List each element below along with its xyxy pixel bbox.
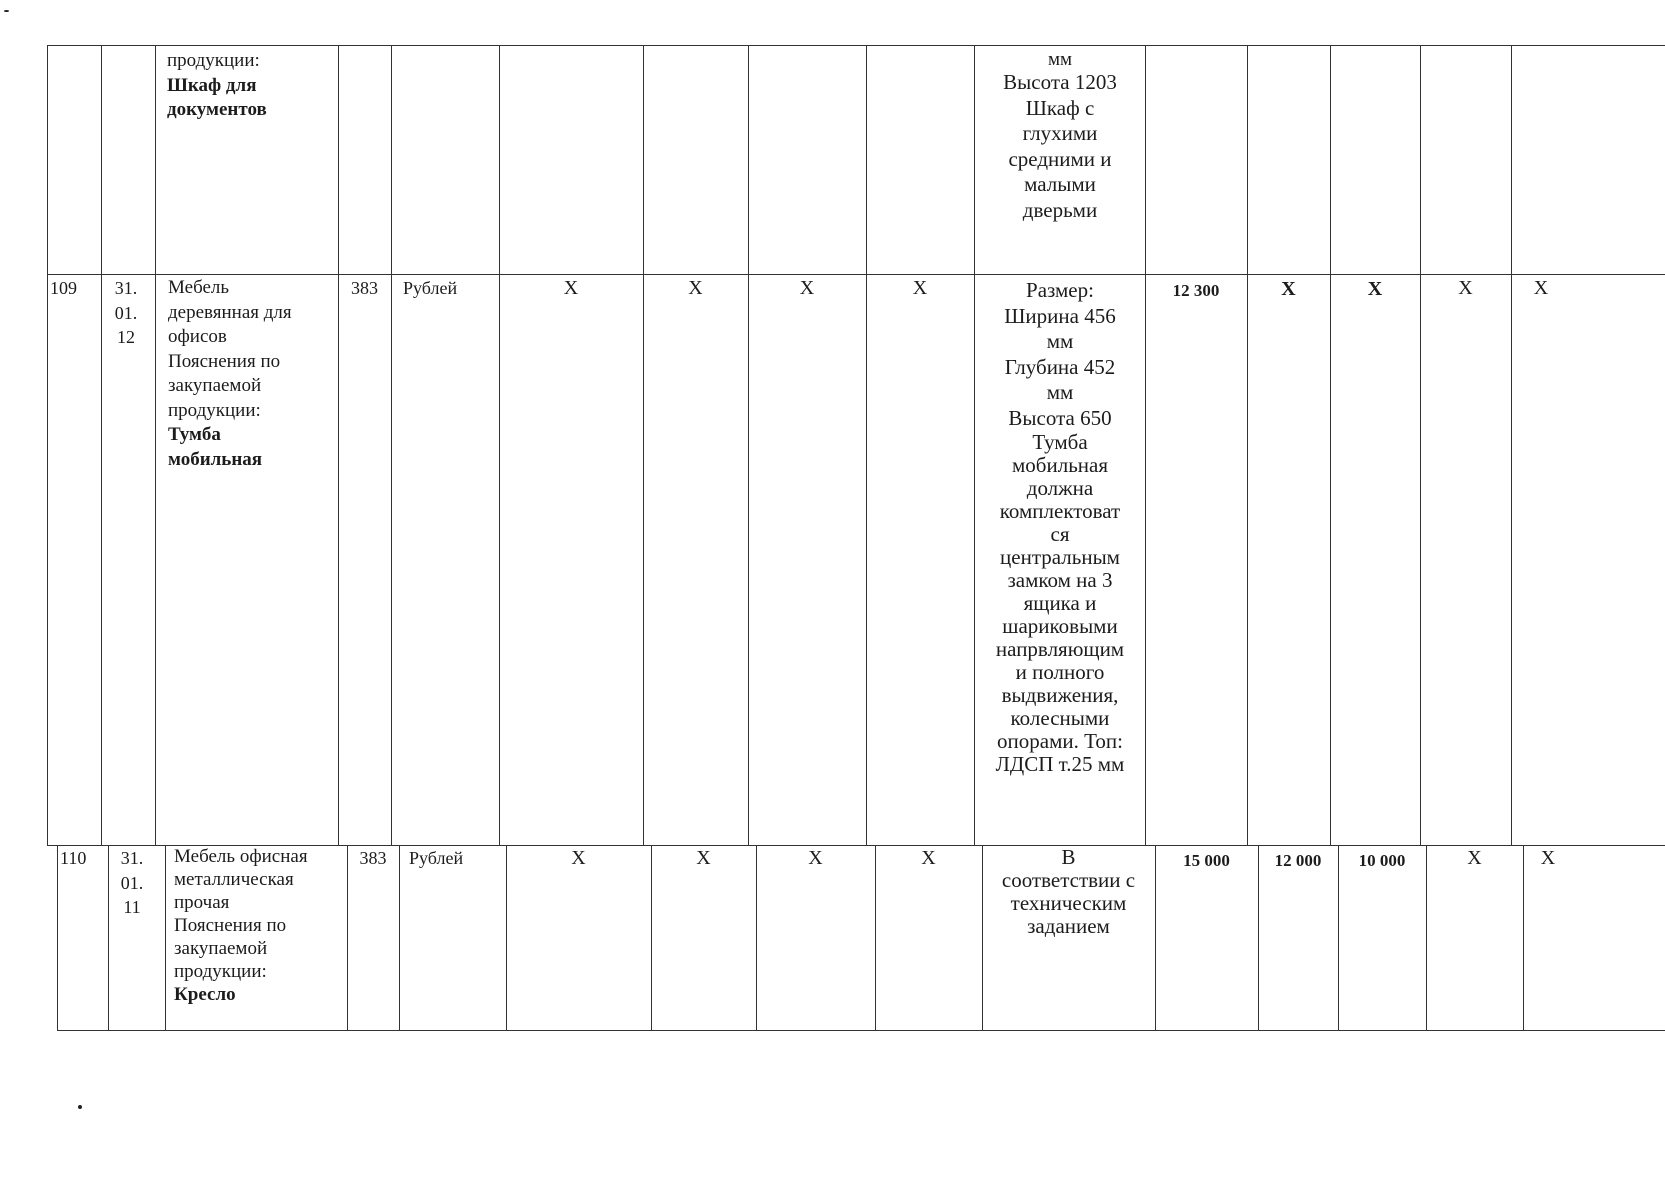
okpd-code-part: 12 [117, 327, 135, 347]
okpd-code-part: 11 [123, 897, 141, 917]
spec-cell [975, 50, 1145, 223]
spec-line: ЛДСП т.25 мм [995, 752, 1125, 776]
spec-line: В [1061, 845, 1076, 869]
table-top-border [47, 45, 1665, 46]
spec-line: должна [1026, 476, 1094, 500]
price-value: 12 000 [1274, 851, 1322, 870]
description-line: Мебель офисная [174, 846, 308, 867]
spec-line: Высота 650 [1008, 405, 1112, 430]
spec-line: мобильная [1012, 453, 1108, 477]
x-mark: X [799, 277, 815, 299]
product-name-line: Шкаф для [167, 74, 257, 96]
table-bottom-border [57, 1030, 1665, 1031]
description-line: Пояснения по [174, 915, 287, 936]
col-line [338, 45, 339, 845]
x-mark: X [688, 277, 703, 299]
spec-line: опорами. Топ: [997, 729, 1123, 753]
col-line [108, 845, 109, 1031]
product-name-line: Тумба [168, 424, 221, 445]
okpd-code-part: 31. [114, 278, 138, 298]
x-mark: X [563, 277, 579, 299]
row-number: 109 [50, 278, 77, 298]
col-line [391, 45, 392, 845]
description-cell [167, 49, 337, 123]
col-line [1523, 845, 1524, 1031]
description-line: Мебель [168, 277, 230, 298]
okpd-code-cell [104, 276, 148, 350]
x-mark: X [1367, 278, 1383, 300]
col-line [155, 45, 156, 845]
col-line [101, 45, 102, 845]
spec-line: глухими [1022, 121, 1098, 145]
spec-cell [975, 278, 1145, 776]
x-mark: X [912, 277, 928, 299]
spec-line: Ширина 456 [1004, 303, 1116, 328]
description-line: Пояснения по [168, 350, 281, 372]
description-line: закупаемой [168, 375, 262, 396]
col-line [756, 845, 757, 1031]
x-mark: X [1533, 277, 1549, 299]
okei-code: 383 [351, 278, 378, 298]
spec-line: комплектоват [999, 499, 1121, 523]
description-line: продукции: [168, 399, 261, 421]
product-name-line: мобильная [168, 448, 263, 470]
okpd-code-part: 01. [114, 302, 138, 323]
col-line [57, 845, 58, 1031]
spec-line: Шкаф с [1025, 95, 1095, 120]
description-line: продукции: [167, 50, 260, 71]
okei-code: 383 [359, 848, 387, 868]
spec-line: колесными [1010, 706, 1110, 730]
col-line [875, 845, 876, 1031]
description-line: офисов [168, 326, 227, 347]
x-mark: X [921, 847, 936, 869]
col-line [651, 845, 652, 1031]
spec-line: центральным [1000, 545, 1120, 569]
spec-line: напрвляющим [995, 637, 1125, 661]
okpd-code-cell [110, 846, 154, 920]
col-line [748, 45, 749, 845]
x-mark: X [696, 847, 711, 869]
product-name-line: документов [167, 99, 267, 120]
spec-line: замком на 3 [1007, 568, 1113, 592]
spec-line: заданием [1027, 914, 1110, 938]
x-mark: X [1540, 847, 1556, 869]
spec-line: дверьми [1022, 197, 1098, 222]
spec-line: мм [1046, 329, 1074, 353]
spec-cell [982, 846, 1155, 938]
spec-line: ящика и [1023, 591, 1097, 615]
description-line: закупаемой [174, 938, 268, 959]
x-mark: X [1467, 847, 1482, 869]
spec-line: мм [1046, 380, 1074, 404]
col-line [643, 45, 644, 845]
x-mark: X [571, 847, 586, 869]
x-mark: X [808, 847, 823, 869]
row-number: 110 [60, 848, 87, 868]
col-line [165, 845, 166, 1031]
unit-name: Рублей [403, 278, 458, 298]
description-cell [174, 845, 346, 1006]
spec-line: техническим [1010, 891, 1127, 915]
spec-line: Высота 1203 [1003, 70, 1117, 94]
product-name-line: Кресло [174, 984, 236, 1005]
col-line [1511, 45, 1512, 845]
col-line [506, 845, 507, 1031]
spec-line: Глубина 452 [1004, 354, 1116, 379]
price-value: 12 300 [1172, 281, 1220, 300]
description-line: металлическая [174, 869, 294, 890]
col-line [47, 45, 48, 845]
description-line: деревянная для [168, 301, 292, 323]
spec-line: ся [1050, 522, 1070, 546]
description-cell [168, 276, 336, 472]
spec-line: и полного [1015, 660, 1105, 684]
spec-line: средними и [1008, 146, 1112, 171]
spec-line: соответствии с [1001, 868, 1136, 892]
scan-speck [4, 10, 9, 12]
okpd-code-part: 01. [120, 872, 144, 893]
price-value: 15 000 [1183, 851, 1230, 870]
col-line [1330, 45, 1331, 845]
description-line: прочая [174, 892, 230, 913]
description-line: продукции: [174, 961, 267, 982]
col-line [499, 45, 500, 845]
x-mark: X [1458, 277, 1473, 299]
price-value: 10 000 [1358, 851, 1406, 870]
col-line [1426, 845, 1427, 1031]
unit-name: Рублей [409, 848, 464, 868]
col-line [1145, 45, 1146, 845]
spec-line: шариковыми [1002, 614, 1118, 638]
scan-speck [78, 1105, 82, 1109]
col-line [1420, 45, 1421, 845]
spec-line: малыми [1024, 172, 1096, 196]
spec-line: выдвижения, [1001, 683, 1119, 707]
x-mark: X [1281, 278, 1296, 300]
row-separator-109 [47, 274, 1665, 275]
okpd-code-part: 31. [120, 848, 144, 868]
col-line [399, 845, 400, 1031]
col-line [866, 45, 867, 845]
spec-line: мм [1047, 49, 1073, 70]
spec-line: Тумба [1032, 430, 1088, 454]
spec-line: Размер: [1026, 278, 1094, 302]
col-line [1247, 45, 1248, 845]
col-line [347, 845, 348, 1031]
